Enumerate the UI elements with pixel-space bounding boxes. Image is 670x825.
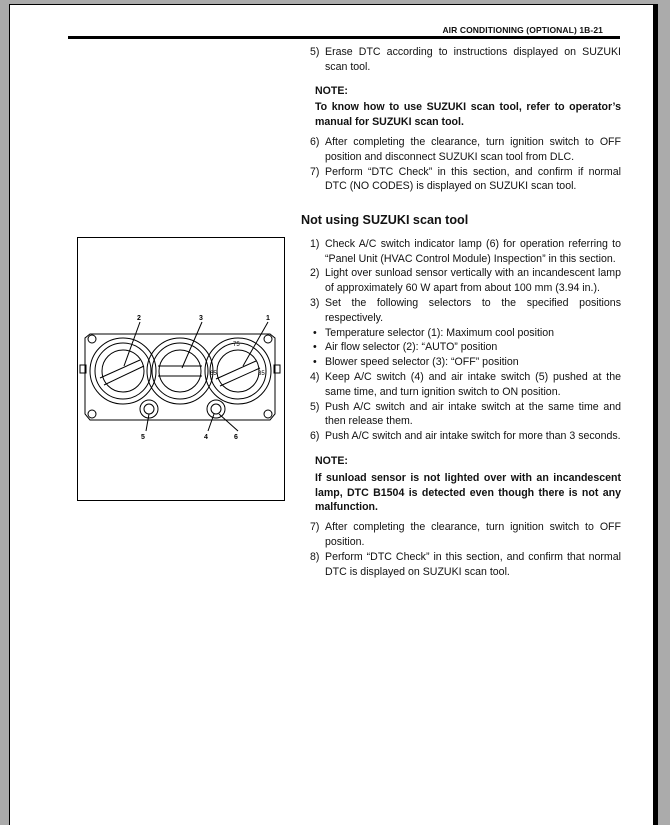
callout-5: 5	[141, 434, 145, 441]
step-number: 5)	[310, 400, 320, 413]
step-number: 1)	[310, 237, 320, 250]
step-5	[301, 400, 621, 430]
step-text: Check A/C switch indicator lamp (6) for operation referring to “Panel Unit (HVAC Control Module) Inspection” in this section.	[325, 237, 621, 265]
note-body: If sunload sensor is not lighted over with an incandescent lamp, DTC B1504 is detected even though there is not any malfunction.	[315, 471, 621, 514]
temp-mark-65: 65	[210, 371, 217, 377]
temp-mark-75: 75	[233, 342, 240, 348]
text-column-no-tool	[301, 213, 621, 579]
bullet-text: Air flow selector (2): “AUTO” position	[325, 341, 498, 354]
hvac-panel-figure	[77, 237, 285, 501]
bullet-temperature-selector	[301, 326, 621, 341]
step-2	[301, 266, 621, 296]
bullet-text: Temperature selector (1): Maximum cool position	[325, 326, 555, 339]
step-text: Perform “DTC Check” in this section, and confirm that normal DTC is displayed on SUZUKI scan tool.	[325, 550, 621, 578]
mount-hole	[88, 335, 96, 343]
step-text: Perform “DTC Check” in this section, and confirm if normal DTC (NO CODES) is displayed on SUZUKI scan tool.	[325, 165, 621, 193]
running-header: AIR CONDITIONING (OPTIONAL) 1B-21	[442, 25, 603, 35]
step-7-dtc-check	[301, 165, 621, 195]
step-text: Light over sunload sensor vertically with an incandescent lamp of approximately 60 W apart from about 100 mm (3.94 in.).	[325, 267, 621, 295]
step-number: 7)	[310, 165, 320, 178]
note-label: NOTE:	[315, 454, 348, 467]
bullet-blower-speed-selector	[301, 355, 621, 370]
step-text: Keep A/C switch (4) and air intake switch (5) pushed at the same time, and turn ignition switch to ON position.	[325, 370, 621, 398]
step-3	[301, 296, 621, 326]
bullet-text: Blower speed selector (3): “OFF” position	[325, 356, 519, 369]
step-4	[301, 370, 621, 400]
air-flow-selector-knob	[90, 338, 156, 404]
callout-1: 1	[266, 315, 270, 322]
bullet-air-flow-selector	[301, 340, 621, 355]
mount-hole	[264, 335, 272, 343]
step-text: Push A/C switch and air intake switch for more than 3 seconds.	[325, 430, 621, 443]
step-text: Set the following selectors to the specified positions respectively.	[325, 296, 621, 324]
blower-speed-selector-knob	[147, 338, 213, 404]
step-6	[301, 429, 621, 444]
note-body: To know how to use SUZUKI scan tool, refer to operator’s manual for SUZUKI scan tool.	[315, 101, 621, 129]
callout-3: 3	[199, 315, 203, 322]
bullet-icon: •	[313, 326, 317, 339]
step-6-clearance	[301, 135, 621, 165]
step-number: 3)	[310, 296, 320, 309]
step-number: 2)	[310, 267, 320, 280]
section-heading: Not using SUZUKI scan tool	[301, 213, 469, 227]
bullet-icon: •	[313, 356, 317, 369]
bullet-icon: •	[313, 341, 317, 354]
callout-4: 4	[204, 434, 208, 441]
leader-line-5	[146, 414, 149, 431]
step-7	[301, 520, 621, 550]
callout-2: 2	[137, 315, 141, 322]
leader-line-2	[124, 322, 140, 366]
step-5-erase-dtc	[301, 45, 621, 75]
step-text: After completing the clearance, turn ignition switch to OFF position.	[325, 521, 621, 548]
temp-mark-85: 85	[258, 371, 265, 377]
note-label: NOTE:	[315, 84, 348, 97]
header-rule	[68, 36, 620, 39]
step-8	[301, 550, 621, 580]
panel-outline	[85, 334, 275, 420]
callout-6: 6	[234, 434, 238, 441]
step-text: Push A/C switch and air intake switch at the same time and then release them.	[325, 400, 621, 428]
step-number: 4)	[310, 370, 320, 383]
leader-line-6	[219, 414, 238, 431]
mount-hole	[264, 410, 272, 418]
mount-hole	[88, 410, 96, 418]
hvac-panel-drawing	[78, 238, 284, 500]
step-number: 8)	[310, 550, 320, 563]
step-number: 6)	[310, 430, 320, 443]
step-text: Erase DTC according to instructions displayed on SUZUKI scan tool.	[325, 46, 621, 73]
step-1	[301, 237, 621, 267]
step-number: 5)	[310, 46, 320, 58]
manual-page	[9, 4, 653, 825]
step-text: After completing the clearance, turn ignition switch to OFF position and disconnect SUZUKI scan tool from DLC.	[325, 135, 621, 163]
step-number: 7)	[310, 521, 320, 534]
text-column-top	[301, 45, 621, 194]
step-number: 6)	[310, 135, 320, 148]
ac-switch	[207, 400, 225, 418]
